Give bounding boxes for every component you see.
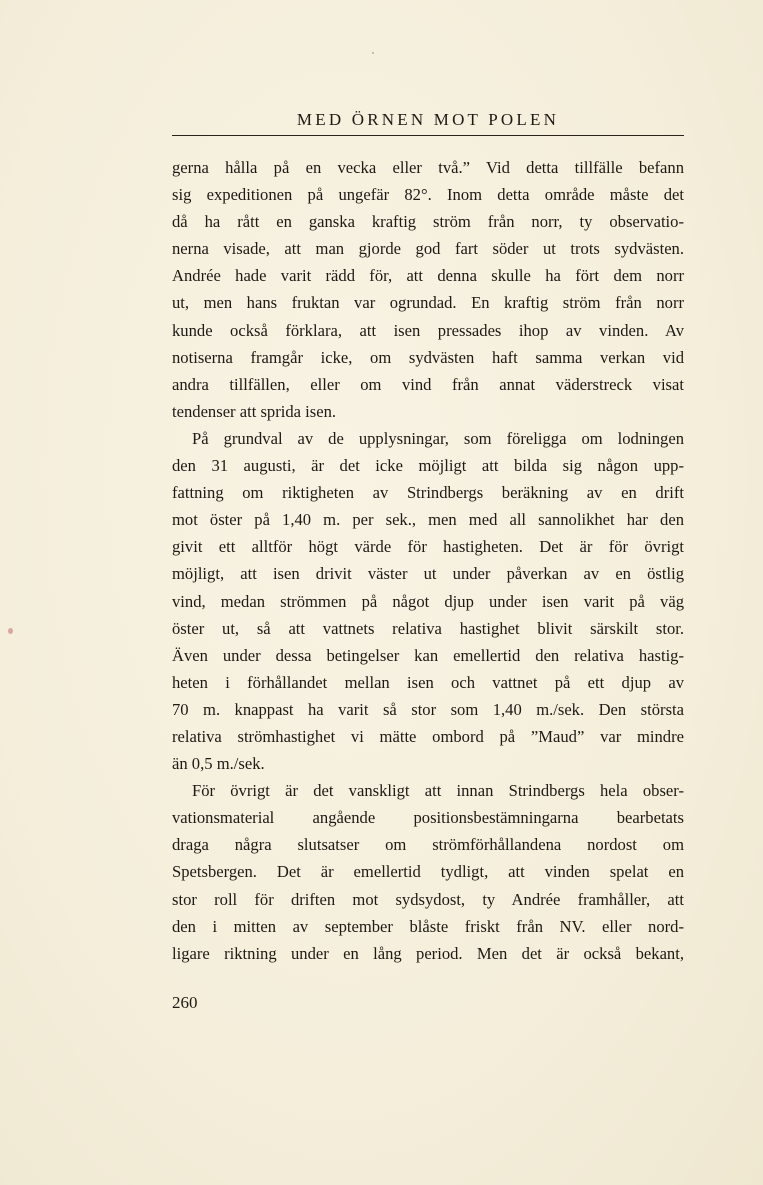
text-line: möjligt, att isen drivit väster ut under påverkan av en östlig bbox=[172, 564, 684, 584]
text-line: På grundval av de upplysningar, som föreligga om lodningen bbox=[192, 428, 684, 448]
text-line: fattning om riktigheten av Strindbergs beräkning av en drift bbox=[172, 483, 684, 503]
paper-speck bbox=[8, 628, 13, 634]
text-line: sig expeditionen på ungefär 82°. Inom detta område måste det bbox=[172, 185, 684, 205]
page-number: 260 bbox=[172, 993, 198, 1012]
header-rule bbox=[172, 135, 684, 136]
text-line: heten i förhållandet mellan isen och vattnet på ett djup av bbox=[172, 672, 684, 692]
text-line: andra tillfällen, eller om vind från annat väderstreck visat bbox=[172, 374, 684, 394]
text-line: relativa strömhastighet vi mätte ombord på ”Maud” var mindre bbox=[172, 726, 684, 746]
text-line: ut, men hans fruktan var ogrundad. En kraftig ström från norr bbox=[172, 293, 684, 313]
text-line: då ha rått en ganska kraftig ström från norr, ty observatio- bbox=[172, 212, 684, 232]
text-line: Andrée hade varit rädd för, att denna skulle ha fört dem norr bbox=[172, 266, 684, 286]
text-line: nerna visade, att man gjorde god fart söder ut trots sydvästen. bbox=[172, 239, 684, 259]
text-line: gerna hålla på en vecka eller två.” Vid detta tillfälle befann bbox=[172, 158, 684, 177]
text-line: öster ut, så att vattnets relativa hastighet blivit särskilt stor. bbox=[172, 618, 684, 638]
text-line: Även under dessa betingelser kan emellertid den relativa hastig- bbox=[172, 645, 684, 665]
text-line: givit ett alltför högt värde för hastigheten. Det är för övrigt bbox=[172, 537, 684, 557]
text-line: notiserna framgår icke, om sydvästen haft samma verkan vid bbox=[172, 347, 684, 367]
text-line: kunde också förklara, att isen pressades ihop av vinden. Av bbox=[172, 320, 684, 340]
text-line: än 0,5 m./sek. bbox=[172, 754, 265, 774]
text-line: vind, medan strömmen på något djup under isen varit på väg bbox=[172, 591, 684, 611]
text-line: den i mitten av september blåste friskt från NV. eller nord- bbox=[172, 916, 684, 936]
body-text bbox=[172, 154, 684, 967]
text-line: den 31 augusti, är det icke möjligt att bilda sig någon upp- bbox=[172, 456, 684, 476]
text-line: mot öster på 1,40 m. per sek., men med all sannolikhet har den bbox=[172, 510, 684, 530]
running-head: MED ÖRNEN MOT POLEN bbox=[296, 110, 560, 129]
text-line: 70 m. knappast ha varit så stor som 1,40 m./sek. Den största bbox=[172, 699, 684, 719]
text-line: draga några slutsatser om strömförhållandena nordost om bbox=[172, 835, 684, 855]
text-line: vationsmaterial angående positionsbestämningarna bearbetats bbox=[172, 808, 684, 828]
text-line: stor roll för driften mot sydsydost, ty Andrée framhåller, att bbox=[172, 889, 684, 909]
text-line: Spetsbergen. Det är emellertid tydligt, att vinden spelat en bbox=[172, 862, 684, 882]
text-line: För övrigt är det vanskligt att innan Strindbergs hela obser- bbox=[192, 781, 684, 801]
text-line: tendenser att sprida isen. bbox=[172, 401, 337, 421]
paper-speck bbox=[372, 52, 374, 54]
text-line: ligare riktning under en lång period. Men det är också bekant, bbox=[172, 943, 684, 963]
